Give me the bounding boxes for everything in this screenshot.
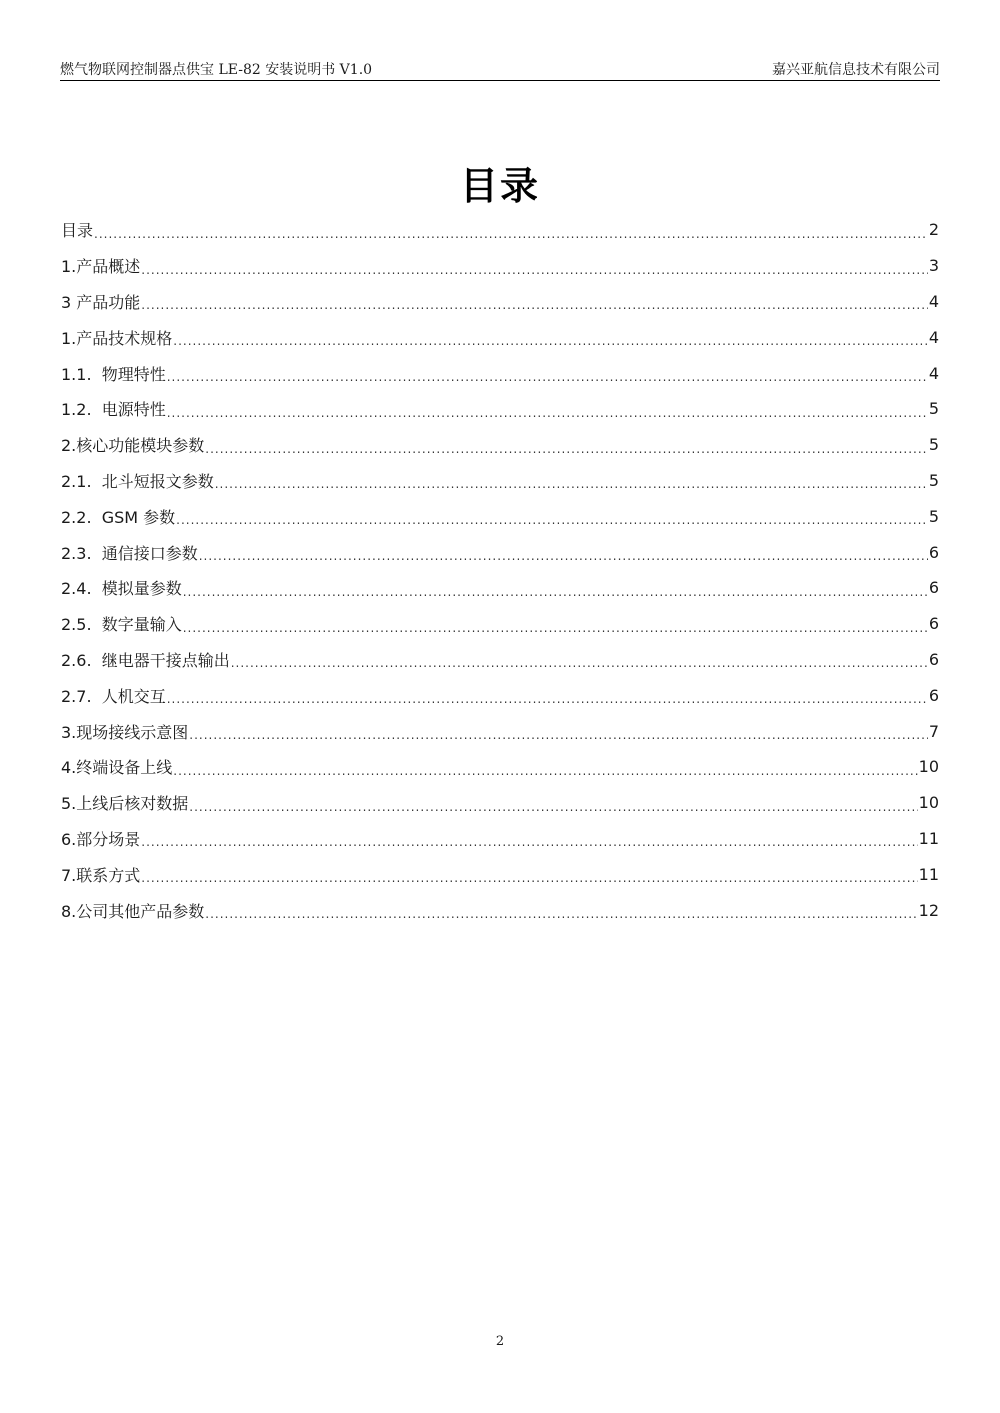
toc-dot-leader (189, 728, 928, 742)
toc-entry-page: 10 (918, 793, 939, 813)
toc-entry-label: 目录 (61, 221, 94, 241)
toc-entry-page: 6 (928, 578, 939, 598)
toc-entry-label: 3.现场接线示意图 (61, 722, 189, 742)
toc-entry-label: 2.7. 人机交互 (61, 686, 166, 706)
toc-entry-page: 11 (918, 828, 939, 848)
toc-entry-label: 5.上线后核对数据 (61, 794, 189, 814)
toc-dot-leader (94, 227, 928, 241)
toc-entry-page: 4 (928, 327, 939, 347)
toc-entry-page: 12 (918, 900, 939, 920)
toc-heading: 目录 (459, 164, 540, 208)
toc-entry-page: 4 (928, 291, 939, 311)
toc-entry-page: 11 (918, 864, 939, 884)
toc-entry-page: 7 (928, 721, 939, 741)
toc-dot-leader (173, 764, 917, 778)
toc-dot-leader (167, 370, 928, 384)
toc-dot-leader (141, 263, 928, 277)
toc-entry-label: 2.核心功能模块参数 (61, 436, 205, 456)
toc-dot-leader (176, 513, 928, 527)
toc-entry[interactable] (61, 534, 939, 570)
toc-entry-label: 3 产品功能 (61, 292, 141, 312)
toc-entry[interactable] (61, 642, 939, 678)
toc-entry-label: 4.终端设备上线 (61, 758, 173, 778)
toc-dot-leader (215, 477, 928, 491)
toc-entry-label: 2.4. 模拟量参数 (61, 579, 182, 599)
toc-entry-label: 2.2. GSM 参数 (61, 507, 176, 527)
toc-entry-page: 3 (928, 256, 939, 276)
toc-entry[interactable] (61, 427, 939, 463)
page-number: 2 (495, 1334, 505, 1349)
toc-entry-page: 6 (928, 614, 939, 634)
toc-dot-leader (141, 871, 917, 885)
toc-entry[interactable] (61, 212, 939, 248)
toc-entry[interactable] (61, 463, 939, 499)
toc-dot-leader (205, 907, 917, 921)
toc-entry-page: 4 (928, 363, 939, 383)
page-header (60, 58, 940, 81)
toc-entry-label: 8.公司其他产品参数 (61, 901, 205, 921)
toc-entry-page: 6 (928, 685, 939, 705)
toc-entry-page: 5 (928, 506, 939, 526)
table-of-contents (61, 212, 939, 928)
toc-entry-label: 1.2. 电源特性 (61, 400, 166, 420)
toc-dot-leader (199, 549, 928, 563)
toc-entry-page: 6 (928, 649, 939, 669)
toc-entry[interactable] (61, 284, 939, 320)
toc-entry-label: 2.3. 通信接口参数 (61, 543, 198, 563)
toc-entry-page: 10 (918, 757, 939, 777)
toc-entry-label: 1.产品概述 (61, 257, 141, 277)
toc-entry-page: 5 (928, 470, 939, 490)
toc-entry-page: 5 (928, 435, 939, 455)
toc-dot-leader (141, 298, 928, 312)
toc-entry[interactable] (61, 713, 939, 749)
toc-dot-leader (173, 334, 928, 348)
toc-entry[interactable] (61, 785, 939, 821)
toc-dot-leader (183, 585, 928, 599)
header-company-name: 嘉兴亚航信息技术有限公司 (772, 62, 940, 78)
toc-entry-label: 2.5. 数字量输入 (61, 615, 182, 635)
toc-entry-label: 2.6. 继电器干接点输出 (61, 650, 230, 670)
toc-entry-label: 6.部分场景 (61, 829, 141, 849)
toc-entry[interactable] (61, 319, 939, 355)
toc-entry[interactable] (61, 677, 939, 713)
toc-entry[interactable] (61, 355, 939, 391)
toc-dot-leader (183, 621, 928, 635)
toc-entry[interactable] (61, 749, 939, 785)
toc-dot-leader (167, 692, 928, 706)
toc-dot-leader (167, 406, 928, 420)
toc-entry-page: 5 (928, 399, 939, 419)
toc-entry[interactable] (61, 498, 939, 534)
toc-entry-label: 2.1. 北斗短报文参数 (61, 471, 214, 491)
toc-dot-leader (231, 656, 928, 670)
toc-entry[interactable] (61, 856, 939, 892)
toc-entry-label: 1.1. 物理特性 (61, 364, 166, 384)
toc-entry-label: 7.联系方式 (61, 865, 141, 885)
toc-entry[interactable] (61, 570, 939, 606)
toc-entry-page: 6 (928, 542, 939, 562)
toc-entry-label: 1.产品技术规格 (61, 328, 173, 348)
toc-entry[interactable] (61, 821, 939, 857)
toc-dot-leader (205, 442, 928, 456)
toc-entry-page: 2 (928, 220, 939, 240)
toc-entry[interactable] (61, 892, 939, 928)
toc-dot-leader (189, 800, 917, 814)
header-document-title: 燃气物联网控制器点供宝 LE-82 安装说明书 V1.0 (60, 62, 373, 78)
toc-dot-leader (141, 835, 917, 849)
toc-entry[interactable] (61, 606, 939, 642)
toc-entry[interactable] (61, 391, 939, 427)
toc-entry[interactable] (61, 248, 939, 284)
